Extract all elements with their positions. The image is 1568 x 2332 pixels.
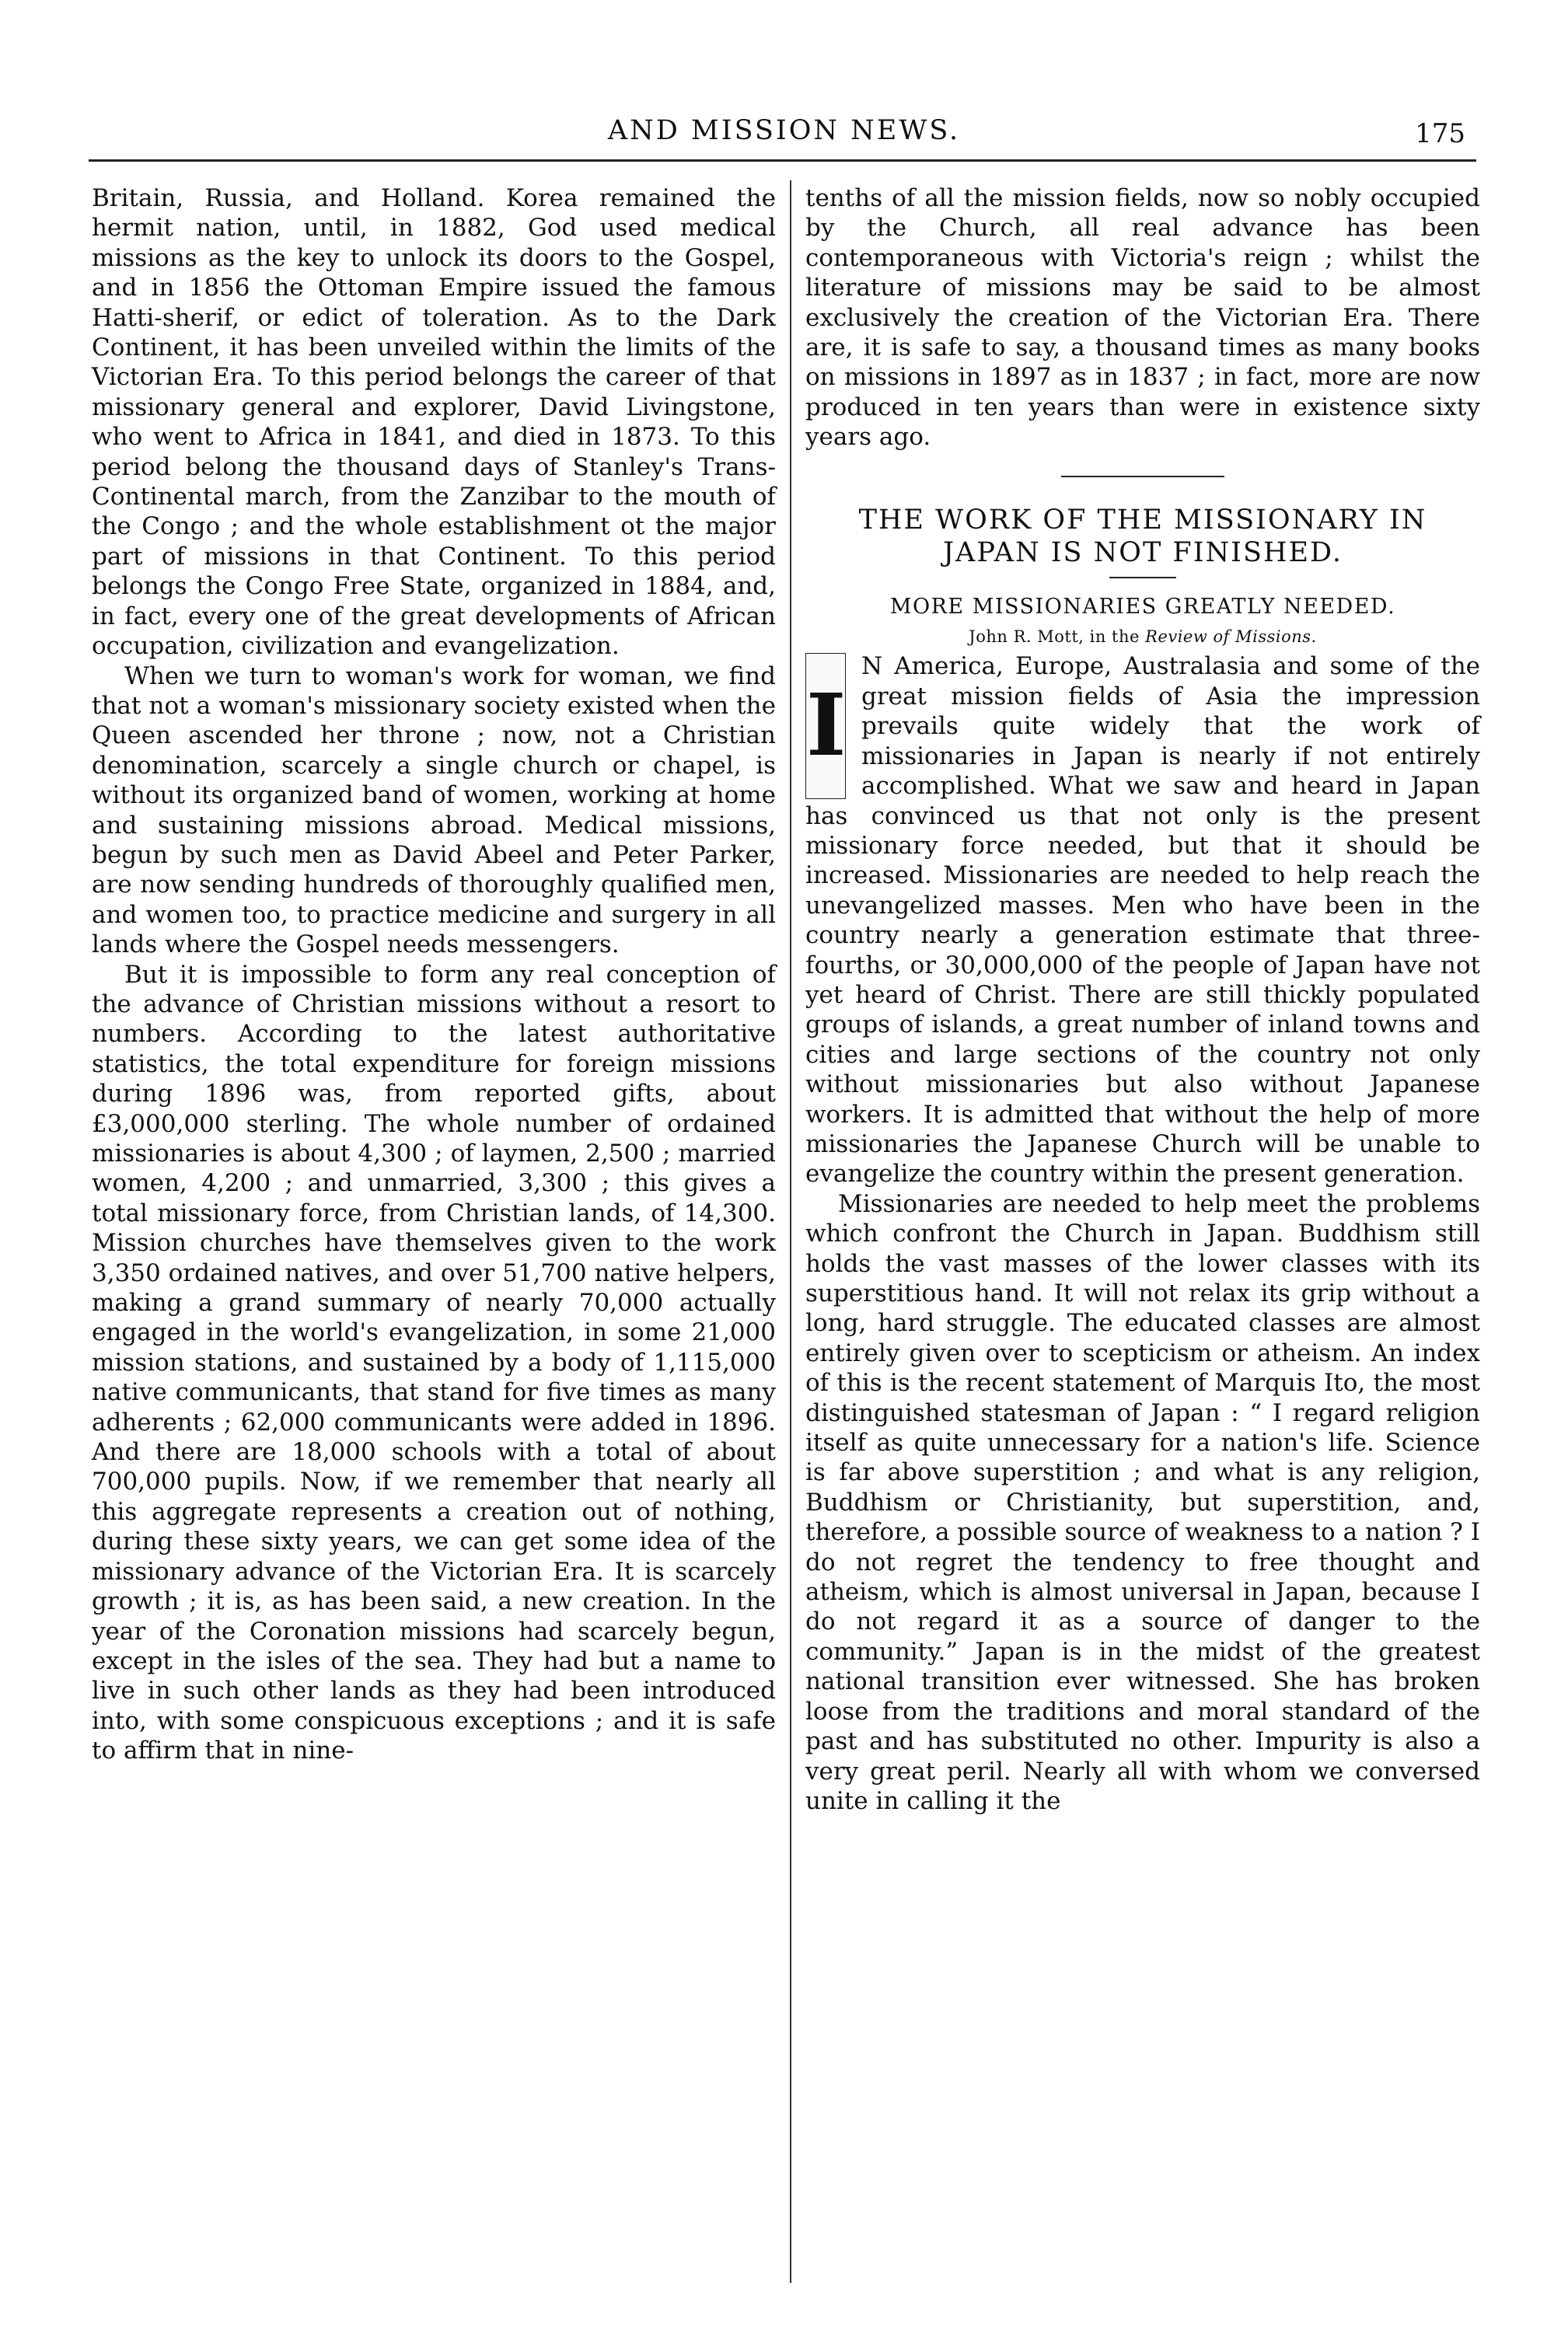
left-column [92,183,776,1766]
article-title-line-2: JAPAN IS NOT FINISHED. [943,536,1343,568]
continued-paragraph: tenths of all the mission fields, now so nobly occupied by the Church, all real advance has been contemporaneous with Victoria's reign ; whilst the literature of missions may be said to be almost exclusively the creation of the Victorian Era. There are, it is safe to say, a thousand times as many books on missions in 1897 as in 1837 ; in fact, more are now produced in ten years than were in existence sixty years ago. [805,184,1480,452]
right-column [805,183,1480,1816]
paragraph: Missionaries are needed to help meet the problems which confront the Church in Japan. Buddhism still holds the vast masses of the lower classes with its superstitious hand. It will not relax its grip without a long, hard struggle. The educated classes are almost entirely given over to scepticism or atheism. An index of this is the recent statement of Marquis Ito, the most distinguished statesman of Japan : “ I regard religion itself as quite unnecessary for a nation's life. Science is far above superstition ; and what is any religion, Buddhism or Christianity, but superstition, and, therefore, a possible source of weakness to a nation ? I do not regret the tendency to free thought and atheism, which is almost universal in Japan, because I do not regard it as a source of danger to the community.” Japan is in the midst of the greatest national transition ever witnessed. She has broken loose from the traditions and moral standard of the past and has substituted no other. Impurity is also a very great peril. Nearly all with whom we conversed unite in calling it the [805,1189,1480,1815]
header-rule [89,159,1476,162]
byline-author: John R. Mott, [969,627,1084,647]
column-divider [790,180,791,2283]
article-first-paragraph [805,651,1480,1189]
paragraph: But it is impossible to form any real conception of the advance of Christian missions without a resort to numbers. According to the latest authoritative statistics, the total expenditure for foreign missions during 1896 was, from reported gifts, about £3,000,000 sterling. The whole number of ordained missionaries is about 4,300 ; of laymen, 2,500 ; married women, 4,200 ; and unmarried, 3,300 ; this gives a total missionary force, from Christian lands, of 14,300. Mission churches have themselves given to the work 3,350 ordained natives, and over 51,700 native helpers, making a grand summary of nearly 70,000 actually engaged in the world's evangelization, in some 21,000 mission stations, and sustained by a body of 1,115,000 native communicants, that stand for five times as many adherents ; 62,000 communicants were added in 1896. And there are 18,000 schools with a total of about 700,000 pupils. Now, if we remember that nearly all this aggregate represents a creation out of nothing, during these sixty years, we can get some idea of the missionary advance of the Victorian Era. It is scarcely growth ; it is, as has been said, a new creation. In the year of the Coronation missions had scarcely begun, except in the isles of the sea. They had but a name to live in such other lands as they had been introduced into, with some conspicuous exceptions ; and it is safe to affirm that in nine- [92,960,776,1765]
drop-cap-ornament [805,653,846,799]
article-subtitle: MORE MISSIONARIES GREATLY NEEDED. [889,594,1396,619]
drop-cap-letter: I [806,675,847,776]
byline-source: Review of Missions. [1145,627,1317,647]
running-title: AND MISSION NEWS. [607,115,961,146]
byline-middle: in the [1084,627,1146,647]
page-header [0,115,1568,162]
section-divider [1061,476,1224,477]
byline [805,622,1480,651]
article-title-line-1: THE WORK OF THE MISSIONARY IN [858,504,1427,536]
title-rule [1109,577,1176,578]
paragraph: When we turn to woman's work for woman, we find that not a woman's missionary society existed when the Queen ascended her throne ; now, not a Christian denomination, scarcely a single church or chapel, is without its organized band of women, working at home and sustaining missions abroad. Medical missions, begun by such men as David Abeel and Peter Parker, are now sending hundreds of thoroughly qualified men, and women too, to practice medicine and surgery in all lands where the Gospel needs messengers. [92,662,776,959]
page-number: 175 [1415,118,1465,149]
paragraph: Britain, Russia, and Holland. Korea remained the hermit nation, until, in 1882, God used medical missions as the key to unlock its doors to the Gospel, and in 1856 the Ottoman Empire issued the famous Hatti-sherif, or edict of toleration. As to the Dark Continent, it has been unveiled within the limits of the Victorian Era. To this period belongs the career of that missionary general and explorer, David Livingstone, who went to Africa in 1841, and died in 1873. To this period belong the thousand days of Stanley's Trans-Continental march, from the Zanzibar to the mouth of the Congo ; and the whole establishment ot the major part of missions in that Continent. To this period belongs the Congo Free State, organized in 1884, and, in fact, every one of the great developments of African occupation, civilization and evangelization. [92,184,776,661]
first-paragraph-text: N America, Europe, Australasia and some of the great mission fields of Asia the impression prevails quite widely that the work of missionaries in Japan is nearly if not entirely accomplished. What we saw and heard in Japan has convinced us that not only is the present missionary force needed, but that it should be increased. Missionaries are needed to help reach the unevangelized masses. Men who have been in the country nearly a generation estimate that three-fourths, or 30,000,000 of the people of Japan have not yet heard of Christ. There are still thickly populated groups of islands, a great number of inland towns and cities and large sections of the country not only without missionaries but also without Japanese workers. It is admitted that without the help of more missionaries the Japanese Church will be unable to evangelize the country within the present generation. [805,652,1480,1189]
